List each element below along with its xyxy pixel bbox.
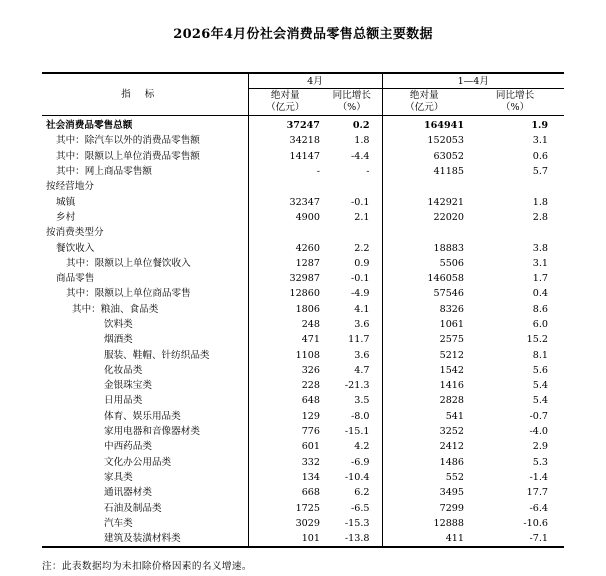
month-yoy-cell: -6.9	[351, 456, 370, 468]
row-label: 商品零售	[56, 273, 95, 285]
table-row	[42, 149, 564, 164]
row-label: 家用电器和音像器材类	[104, 426, 200, 438]
ytd-abs-cell: 1061	[382, 317, 466, 332]
row-label: 其中：限额以上单位商品零售	[66, 288, 191, 300]
ytd-yoy-cell: 3.1	[532, 257, 549, 269]
ytd-yoy-cell	[466, 225, 564, 240]
table-row	[42, 179, 564, 194]
month-abs-cell	[248, 225, 322, 240]
table-row	[42, 210, 564, 225]
table-row	[42, 286, 564, 301]
table-row	[42, 271, 564, 286]
yoy-header-line2: （%）	[500, 102, 530, 113]
row-label: 饮料类	[104, 319, 133, 330]
ytd-yoy-cell: 2.8	[532, 211, 549, 223]
month-abs-cell: 668	[248, 485, 322, 500]
ytd-abs-cell: 411	[382, 531, 466, 547]
row-label: 金银珠宝类	[104, 380, 152, 392]
row-label: 石油及制品类	[104, 502, 162, 514]
abs-header-line1: 绝对量	[270, 90, 300, 101]
ytd-yoy-cell: 5.4	[532, 380, 549, 392]
row-label: 其中：除汽车以外的消费品零售额	[56, 135, 200, 147]
month-yoy-cell: 4.2	[354, 441, 370, 453]
abs-header-line2: （亿元）	[266, 102, 305, 113]
month-yoy-cell: -8.0	[351, 410, 370, 422]
row-label: 城镇	[56, 196, 76, 208]
ytd-abs-cell	[382, 225, 466, 240]
ytd-abs-cell: 152053	[382, 133, 466, 148]
table-row	[42, 500, 564, 515]
table-row	[42, 424, 564, 439]
month-abs-header	[248, 89, 322, 116]
month-abs-cell: 32987	[248, 271, 322, 286]
row-label: 服装、鞋帽、针纺织品类	[104, 349, 210, 361]
month-yoy-cell: -	[366, 166, 370, 178]
table-row	[42, 302, 564, 317]
month-yoy-cell: -0.1	[351, 273, 370, 285]
month-abs-cell: 1108	[248, 347, 322, 362]
ytd-yoy-cell: 6.0	[532, 319, 549, 330]
month-yoy-cell: -4.4	[351, 150, 370, 162]
month-abs-cell: 1725	[248, 500, 322, 515]
row-label: 餐饮收入	[56, 242, 95, 254]
month-yoy-cell: 11.7	[348, 334, 370, 346]
row-label: 其中：限额以上单位餐饮收入	[66, 257, 191, 269]
month-yoy-cell: 3.5	[354, 395, 370, 407]
table-row	[42, 455, 564, 470]
table-row	[42, 439, 564, 454]
ytd-yoy-cell: 0.6	[532, 150, 549, 162]
table-row	[42, 393, 564, 408]
month-yoy-cell: -15.1	[344, 426, 370, 438]
ytd-abs-cell: 164941	[382, 116, 466, 134]
retail-sales-table	[42, 72, 564, 548]
month-abs-cell: 32347	[248, 194, 322, 209]
month-yoy-cell	[322, 225, 382, 240]
table-row	[42, 531, 564, 547]
row-label: 通讯器材类	[104, 487, 152, 499]
table-row	[42, 256, 564, 271]
ytd-abs-cell: 8326	[382, 302, 466, 317]
table-row	[42, 470, 564, 485]
table-row	[42, 378, 564, 393]
table-header	[42, 73, 564, 116]
month-abs-cell: 776	[248, 424, 322, 439]
table-row	[42, 332, 564, 347]
month-abs-cell: 601	[248, 439, 322, 454]
ytd-yoy-cell: 3.1	[532, 135, 549, 147]
ytd-abs-cell: 12888	[382, 516, 466, 531]
table-body	[42, 116, 564, 548]
ytd-yoy-cell: -7.1	[466, 531, 564, 547]
yoy-header-line1: 同比增长	[332, 90, 371, 101]
month-yoy-cell: -13.8	[322, 531, 382, 547]
ytd-abs-cell: 1542	[382, 363, 466, 378]
month-abs-cell: -	[248, 164, 322, 179]
row-label: 家具类	[104, 471, 133, 483]
month-abs-cell: 134	[248, 470, 322, 485]
ytd-yoy-header	[466, 89, 564, 116]
month-yoy-cell: -15.3	[344, 517, 370, 529]
ytd-yoy-cell: 8.6	[532, 303, 549, 315]
table-row	[42, 194, 564, 209]
month-group-header: 4月	[248, 73, 382, 89]
ytd-abs-cell: 552	[382, 470, 466, 485]
table-row	[42, 116, 564, 134]
row-label: 化妆品类	[104, 364, 143, 376]
row-label: 其中：网上商品零售额	[56, 166, 152, 178]
table-row	[42, 133, 564, 148]
table-row	[42, 225, 564, 240]
ytd-yoy-cell: 1.9	[531, 120, 549, 132]
ytd-abs-cell: 7299	[382, 500, 466, 515]
month-abs-cell: 326	[248, 363, 322, 378]
month-abs-cell: 228	[248, 378, 322, 393]
month-yoy-cell: 6.2	[354, 487, 370, 499]
ytd-yoy-cell: 8.1	[532, 349, 549, 361]
month-abs-cell: 12860	[248, 286, 322, 301]
indicator-header: 指标	[42, 73, 248, 116]
month-abs-cell: 248	[248, 317, 322, 332]
month-abs-cell	[248, 179, 322, 194]
month-yoy-cell: 1.8	[354, 135, 370, 147]
yoy-header-line2: （%）	[337, 102, 366, 113]
month-abs-cell: 4900	[248, 210, 322, 225]
abs-header-line1: 绝对量	[409, 90, 439, 101]
ytd-yoy-cell: 1.7	[532, 273, 549, 285]
abs-header-line2: （亿元）	[405, 102, 444, 113]
ytd-abs-cell: 63052	[382, 149, 466, 164]
ytd-yoy-cell: 5.4	[532, 395, 549, 407]
ytd-abs-cell: 541	[382, 409, 466, 424]
row-label: 其中：粮油、食品类	[72, 303, 159, 315]
row-label: 建筑及装潢材料类	[42, 531, 248, 547]
ytd-yoy-cell: -10.6	[523, 517, 549, 529]
table-row	[42, 363, 564, 378]
ytd-yoy-cell: 2.9	[532, 441, 549, 453]
footnote: 注：此表数据均为未扣除价格因素的名义增速。	[42, 561, 252, 572]
row-label: 日用品类	[104, 395, 143, 407]
row-label: 乡村	[56, 211, 76, 223]
page-title: 2026年4月份社会消费品零售总额主要数据	[173, 27, 433, 42]
row-label: 按经营地分	[46, 181, 94, 193]
ytd-yoy-cell: 5.7	[532, 166, 549, 178]
yoy-header-line1: 同比增长	[495, 90, 535, 101]
month-yoy-cell: 3.6	[354, 349, 370, 361]
month-abs-cell: 37247	[248, 116, 322, 134]
month-yoy-cell: 0.2	[352, 120, 370, 132]
ytd-yoy-cell: 1.8	[532, 196, 549, 208]
month-yoy-cell: 0.9	[354, 257, 370, 269]
month-yoy-cell: 2.1	[354, 211, 370, 223]
ytd-abs-cell: 2575	[382, 332, 466, 347]
ytd-yoy-cell: 0.4	[532, 288, 549, 300]
month-yoy-cell: -10.4	[344, 471, 370, 483]
month-abs-cell: 101	[248, 531, 322, 547]
ytd-abs-cell: 18883	[382, 240, 466, 255]
row-label: 按消费类型分	[46, 227, 104, 239]
row-label: 其中：限额以上单位消费品零售额	[56, 150, 200, 162]
ytd-abs-cell: 2412	[382, 439, 466, 454]
ytd-yoy-cell	[466, 179, 564, 194]
ytd-abs-cell: 57546	[382, 286, 466, 301]
month-abs-cell: 471	[248, 332, 322, 347]
month-abs-cell: 14147	[248, 149, 322, 164]
ytd-group-header: 1—4月	[382, 73, 564, 89]
row-label: 烟酒类	[104, 334, 133, 346]
table-row	[42, 516, 564, 531]
month-yoy-cell: -4.9	[351, 288, 370, 300]
row-label: 中西药品类	[104, 441, 152, 453]
ytd-abs-cell: 22020	[382, 210, 466, 225]
table-row	[42, 164, 564, 179]
ytd-abs-cell: 1486	[382, 455, 466, 470]
ytd-abs-cell: 5506	[382, 256, 466, 271]
ytd-yoy-cell: 5.3	[532, 456, 549, 468]
month-yoy-cell	[322, 179, 382, 194]
ytd-abs-cell: 41185	[382, 164, 466, 179]
ytd-abs-cell: 5212	[382, 347, 466, 362]
ytd-yoy-cell: -0.7	[529, 410, 549, 422]
ytd-abs-cell: 3252	[382, 424, 466, 439]
month-yoy-cell: -0.1	[351, 196, 370, 208]
month-abs-cell: 4260	[248, 240, 322, 255]
ytd-abs-cell	[382, 179, 466, 194]
table-row	[42, 317, 564, 332]
row-label: 社会消费品零售总额	[46, 120, 133, 132]
ytd-abs-cell: 2828	[382, 393, 466, 408]
ytd-yoy-cell: 5.6	[532, 364, 549, 376]
month-yoy-cell: 3.6	[354, 319, 370, 330]
row-label: 文化办公用品类	[104, 456, 172, 468]
month-yoy-cell: 4.7	[354, 364, 370, 376]
table-row	[42, 485, 564, 500]
ytd-yoy-cell: 17.7	[526, 487, 549, 499]
table-row	[42, 347, 564, 362]
ytd-yoy-cell: -1.4	[529, 471, 549, 483]
ytd-abs-cell: 3495	[382, 485, 466, 500]
ytd-abs-cell: 146058	[382, 271, 466, 286]
month-yoy-cell: -6.5	[351, 502, 370, 514]
month-abs-cell: 3029	[248, 516, 322, 531]
ytd-yoy-cell: 3.8	[532, 242, 549, 254]
ytd-abs-header	[382, 89, 466, 116]
table-row	[42, 240, 564, 255]
month-abs-cell: 332	[248, 455, 322, 470]
ytd-yoy-cell: 15.2	[526, 334, 549, 346]
month-abs-cell: 1806	[248, 302, 322, 317]
month-abs-cell: 34218	[248, 133, 322, 148]
month-abs-cell: 1287	[248, 256, 322, 271]
month-yoy-cell: 2.2	[354, 242, 370, 254]
ytd-abs-cell: 1416	[382, 378, 466, 393]
row-label: 汽车类	[104, 517, 133, 529]
ytd-yoy-cell: -6.4	[529, 502, 549, 514]
table-row	[42, 409, 564, 424]
month-yoy-cell: -21.3	[344, 380, 370, 392]
month-abs-cell: 648	[248, 393, 322, 408]
month-yoy-cell: 4.1	[354, 303, 370, 315]
month-abs-cell: 129	[248, 409, 322, 424]
month-yoy-header	[322, 89, 382, 116]
ytd-abs-cell: 142921	[382, 194, 466, 209]
row-label: 体育、娱乐用品类	[104, 410, 181, 422]
ytd-yoy-cell: -4.0	[529, 426, 549, 438]
